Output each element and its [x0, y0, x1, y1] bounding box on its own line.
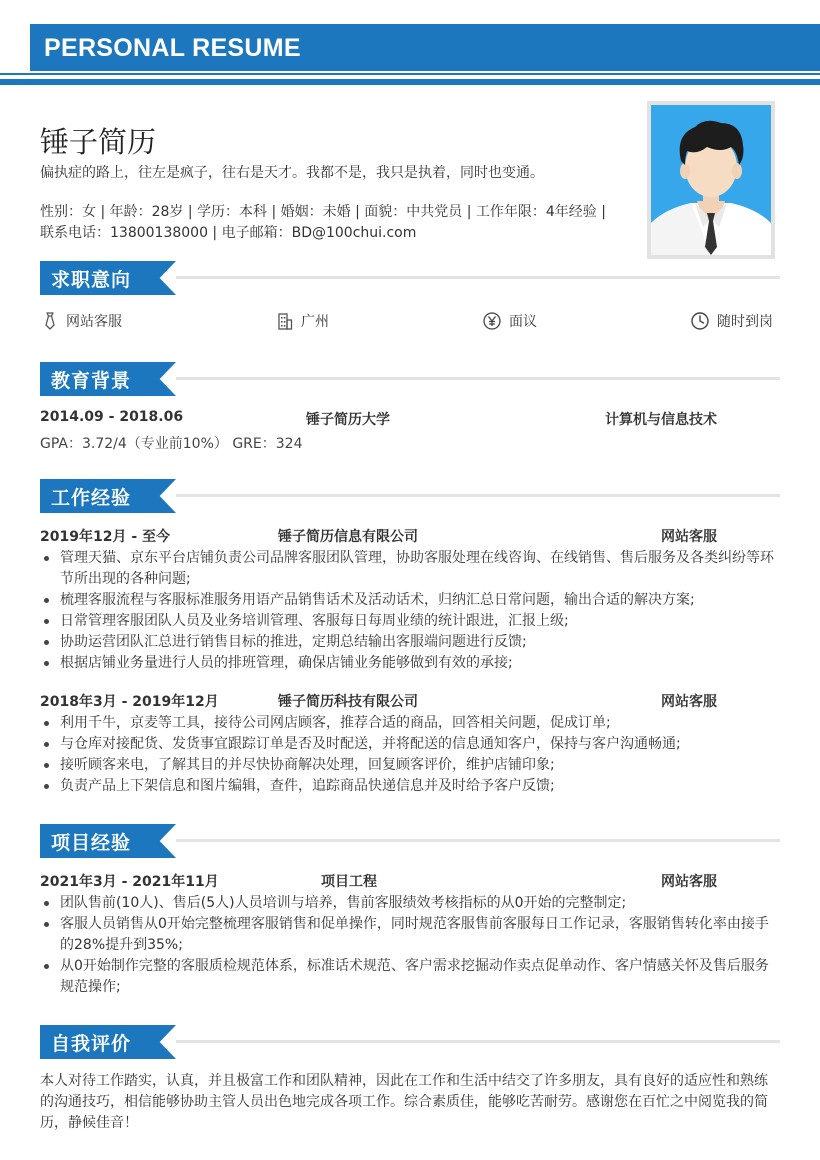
header-rule-thick [0, 79, 820, 85]
list-item: 协助运营团队汇总进行销售目标的推进，定期总结输出客服端问题进行反馈; [40, 632, 780, 653]
intent-salary-text: 面议 [509, 314, 537, 330]
intent-position-text: 网站客服 [66, 314, 122, 330]
self-evaluation-text: 本人对待工作踏实，认真，并且极富工作和团队精神，因此在工作和生活中结交了许多朋友，具有良好的适应性和熟练的沟通技巧，相信能够协助主管人员出色地完成各项工作。综合素质佳，能够吃苦耐劳。感谢您在百忙之中阅览我的简历，静候佳音！ [40, 1073, 768, 1131]
list-item: 日常管理客服团队人员及业务培训管理、客服每日每周业绩的统计跟进，汇报上级; [40, 611, 780, 632]
work-duties-list [40, 548, 780, 674]
section-divider [176, 1040, 780, 1043]
intent-arrival-text: 随时到岗 [717, 314, 773, 330]
education-school: 锤子简历大学 [306, 412, 390, 428]
list-item: 负责产品上下架信息和图片编辑，查件，追踪商品快递信息并及时给予客户反馈; [40, 776, 780, 797]
section-divider [176, 839, 780, 842]
list-item: 从0开始制作完整的客服质检规范体系，标准话术规范、客户需求挖掘动作卖点促单动作、客户情感关怀及售后服务规范操作; [40, 956, 780, 998]
education-period: 2014.09 - 2018.06 [40, 409, 184, 425]
resume-name: 锤子简历 [40, 125, 157, 159]
basic-info-line-1: 性别：女 | 年龄：28岁 | 学历：本科 | 婚姻：未婚 | 面貌：中共党员 | 工作年限：4年经验 | [40, 204, 606, 220]
section-title: 工作经验 [51, 487, 132, 509]
section-divider [176, 276, 780, 279]
section-header-self [40, 1025, 780, 1059]
intent-city [277, 310, 329, 332]
avatar-illustration [651, 105, 771, 255]
building-icon [277, 312, 293, 330]
section-header-project [40, 824, 780, 858]
section-divider [176, 377, 780, 380]
profile-photo [647, 101, 775, 259]
education-gpa: GPA：3.72/4（专业前10%） GRE：324 [40, 436, 303, 452]
yen-icon [483, 312, 501, 330]
banner-title: PERSONAL RESUME [44, 34, 301, 62]
section-header-work [40, 479, 780, 513]
section-title: 求职意向 [51, 269, 132, 291]
education-major: 计算机与信息技术 [605, 412, 717, 428]
list-item: 管理天猫、京东平台店铺负责公司品牌客服团队管理，协助客服处理在线咨询、在线销售、售后服务及各类纠纷等环节所出现的各种问题; [40, 548, 780, 590]
work-company: 锤子简历信息有限公司 [278, 529, 418, 545]
list-item: 团队售前(10人)、售后(5人)人员培训与培养，售前客服绩效考核指标的从0开始的完整制定; [40, 893, 780, 914]
project-name: 项目工程 [321, 874, 377, 890]
basic-info-line-2: 联系电话：13800138000 | 电子邮箱：BD@100chui.com [40, 225, 417, 241]
project-period: 2021年3月 - 2021年11月 [40, 874, 219, 890]
intent-city-text: 广州 [301, 314, 329, 330]
project-duties-list [40, 893, 780, 998]
section-title: 项目经验 [51, 832, 132, 854]
work-role: 网站客服 [661, 694, 717, 710]
list-item: 与仓库对接配货、发货事宜跟踪订单是否及时配送，并将配送的信息通知客户，保持与客户沟通畅通; [40, 734, 780, 755]
list-item: 客服人员销售从0开始完整梳理客服销售和促单操作，同时规范客服售前客服每日工作记录，客服销售转化率由接手的28%提升到35%; [40, 914, 780, 956]
list-item: 根据店铺业务量进行人员的排班管理，确保店铺业务能够做到有效的承接; [40, 653, 780, 674]
header-banner [30, 24, 820, 71]
header-rule-thin [0, 73, 820, 75]
resume-motto: 偏执症的路上，往左是疯子，往右是天才。我都不是，我只是执着，同时也变通。 [40, 165, 544, 181]
intent-position [42, 310, 122, 332]
work-period: 2018年3月 - 2019年12月 [40, 694, 219, 710]
work-duties-list [40, 713, 780, 797]
project-role: 网站客服 [661, 874, 717, 890]
section-title: 自我评价 [51, 1033, 132, 1055]
section-title: 教育背景 [51, 370, 132, 392]
intent-salary [483, 310, 537, 332]
work-period: 2019年12月 - 至今 [40, 529, 171, 545]
list-item: 梳理客服流程与客服标准服务用语产品销售话术及活动话术，归纳汇总日常问题，输出合适的解决方案; [40, 590, 780, 611]
section-header-intent [40, 261, 780, 295]
section-divider [176, 494, 780, 497]
clock-icon [691, 312, 709, 330]
list-item: 接听顾客来电，了解其目的并尽快协商解决处理，回复顾客评价，维护店铺印象; [40, 755, 780, 776]
list-item: 利用千牛，京麦等工具，接待公司网店顾客，推荐合适的商品，回答相关问题，促成订单; [40, 713, 780, 734]
work-role: 网站客服 [661, 529, 717, 545]
intent-arrival [691, 310, 773, 332]
tie-icon [42, 312, 58, 330]
work-company: 锤子简历科技有限公司 [278, 694, 418, 710]
section-header-education [40, 362, 780, 396]
